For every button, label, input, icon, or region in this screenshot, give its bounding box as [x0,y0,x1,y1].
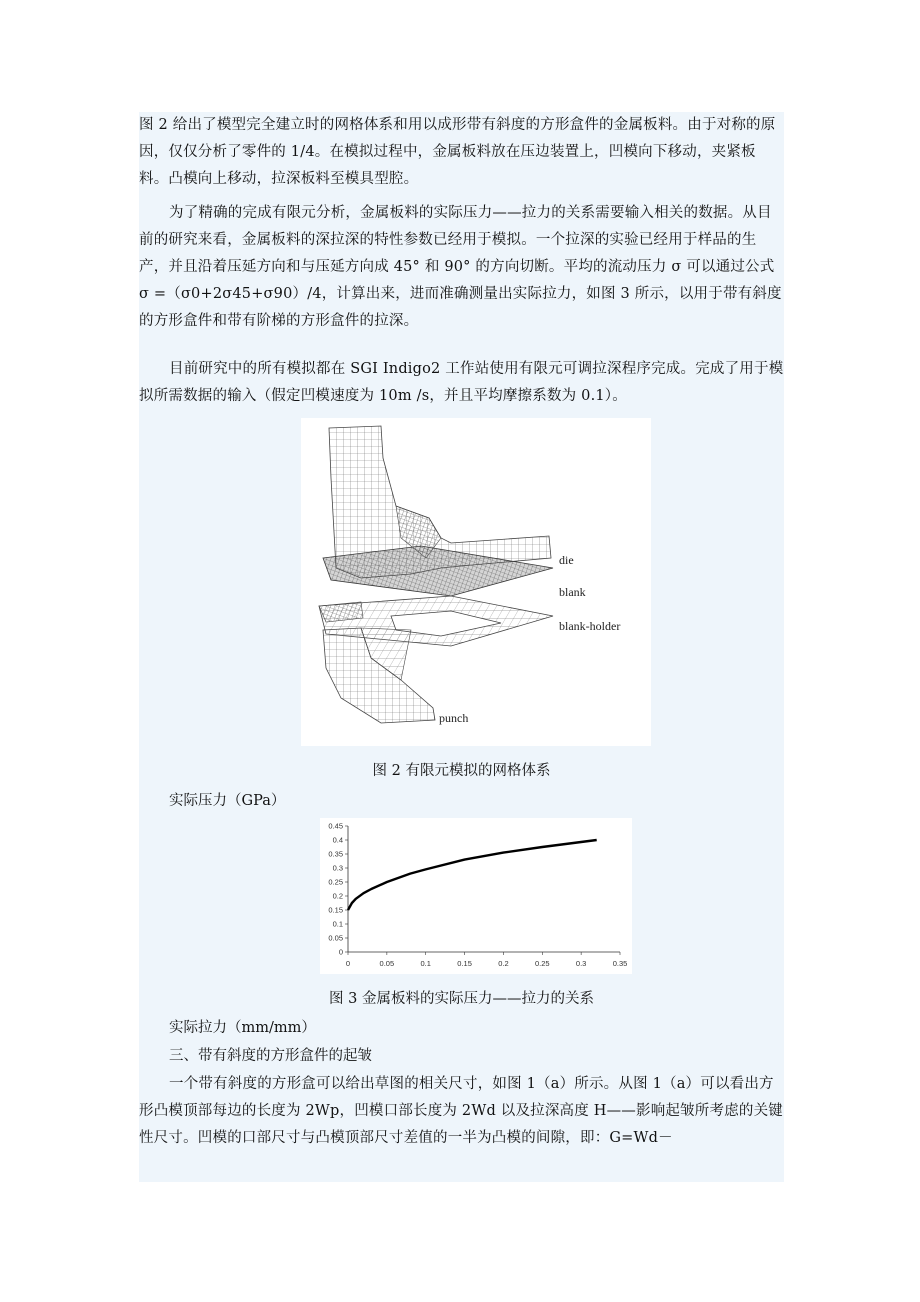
y-tick-label: 0.4 [332,835,343,845]
y-tick-label: 0.1 [332,919,343,929]
x-tick-label: 0.05 [379,959,395,968]
section-heading: 三、带有斜度的方形盒件的起皱 [169,1048,372,1064]
x-tick-label: 0.2 [498,959,509,968]
label-blank-holder: blank-holder [559,619,621,633]
paragraph-intro: 图 2 给出了模型完全建立时的网格体系和用以成形带有斜度的方形盒件的金属板料。由于对称的原因，仅仅分析了零件的 1/4。在模拟过程中，金属板料放在压边装置上，凹模向下移动，夹紧板料。凸模向上移动，拉深板料至模具型腔。 [139,117,776,187]
series-line [348,840,597,910]
figure-3-caption: 图 3 金属板料的实际压力——拉力的关系 [329,991,594,1007]
y-tick-label: 0.25 [328,877,343,887]
figure-3-chart [320,818,632,974]
mesh-drawing [301,418,651,746]
x-tick-label: 0.15 [457,959,472,968]
y-tick-label: 0.15 [328,905,343,915]
x-tick-label: 0 [345,959,351,968]
label-die: die [559,553,574,567]
figure-3-ylabel-line: 实际压力（GPa） [169,793,286,809]
y-tick-label: 0.45 [328,821,343,831]
x-tick-label: 0.1 [420,959,431,968]
content-block [139,112,784,1182]
figure-3-xlabel-line: 实际拉力（mm/mm） [169,1020,316,1036]
figure-2-caption: 图 2 有限元模拟的网格体系 [372,763,551,779]
label-punch: punch [439,711,469,725]
x-tick-label: 0.35 [612,959,628,968]
y-tick-label: 0.35 [328,849,343,859]
y-tick-label: 0.05 [328,933,343,943]
stress-strain-chart [320,818,632,974]
paragraph-simulation: 目前研究中的所有模拟都在 SGI Indigo2 工作站使用有限元可调拉深程序完成。完成了用于模拟所需数据的输入（假定凹模速度为 10m /s，并且平均摩擦系数为 0.1）。 [139,361,784,404]
paragraph-stress-strain: 为了精确的完成有限元分析，金属板料的实际压力——拉力的关系需要输入相关的数据。从目前的研究来看，金属板料的深拉深的特性参数已经用于模拟。一个拉深的实验已经用于样品的生产，并且沿着压延方向和与压延方向成 45° 和 90° 的方向切断。平均的流动压力 σ 可以通过公式 σ =（σ0+2σ45+σ90）/4，计算出来，进而准确测量出实际拉力，如图 3 所示，以用于带有斜度的方形盒件和带有阶梯的方形盒件的拉深。 [139,205,782,329]
y-tick-label: 0.2 [332,891,343,901]
figure-2-mesh-image [301,418,651,746]
label-blank: blank [559,585,586,599]
y-tick-label: 0 [338,947,343,957]
x-tick-label: 0.3 [575,959,587,968]
y-tick-label: 0.3 [332,863,343,873]
x-tick-label: 0.25 [534,959,550,968]
paragraph-wrinkling: 一个带有斜度的方形盒可以给出草图的相关尺寸，如图 1（a）所示。从图 1（a）可以看出方形凸模顶部每边的长度为 2Wp，凹模口部长度为 2Wd 以及拉深高度 H——影响起皱所考虑的关键性尺寸。凹模的口部尺寸与凸模顶部尺寸差值的一半为凸模的间隙，即：G=Wd－ [139,1076,783,1146]
